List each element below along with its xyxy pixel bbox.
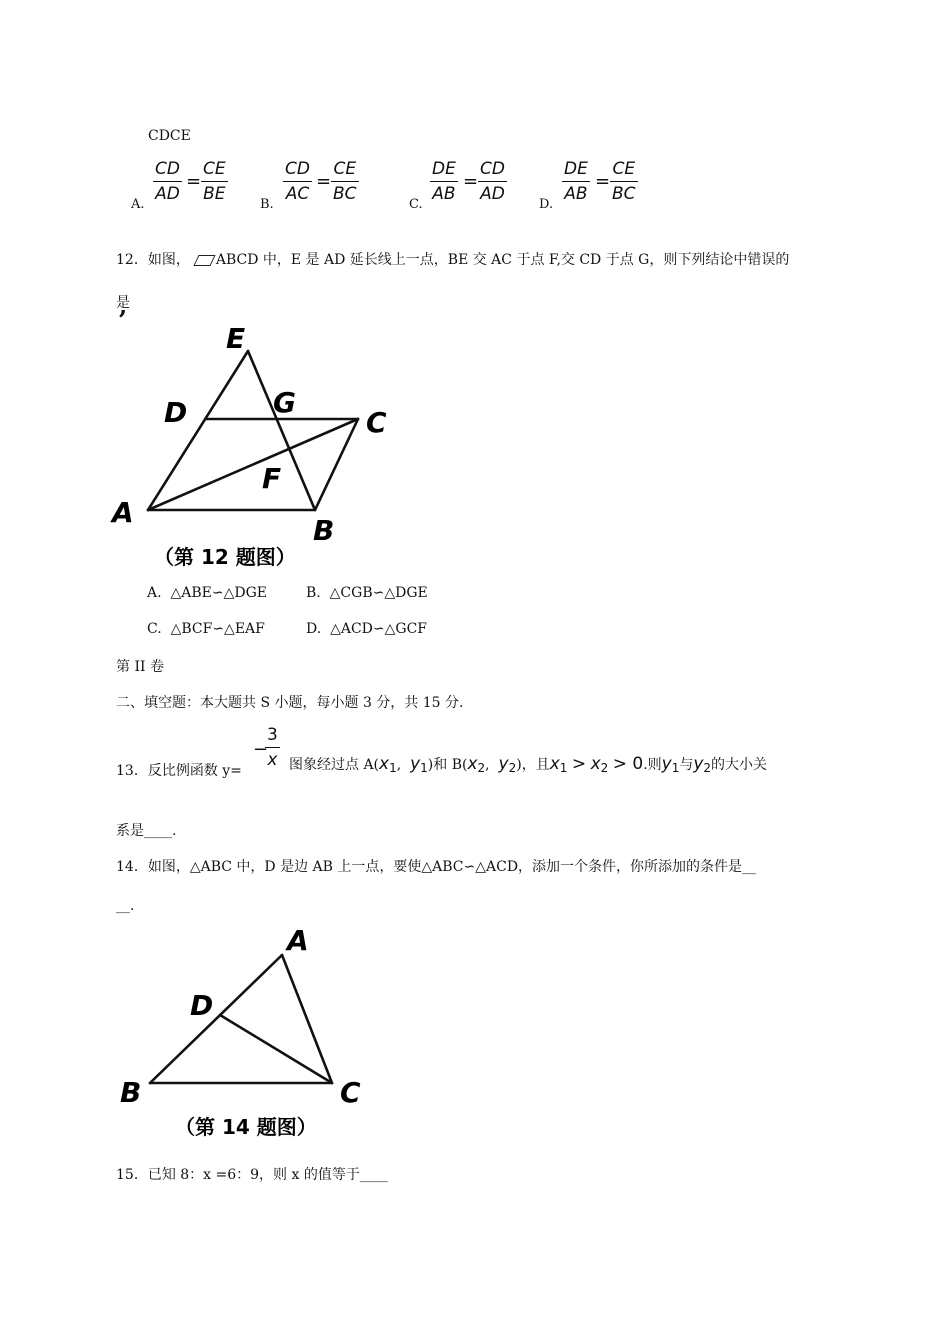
q11-option-a-label: A.	[131, 197, 145, 212]
line-AE	[148, 351, 248, 510]
label-A: A	[287, 924, 309, 957]
q15-stem: 15．已知 8：x =6：9，则 x 的值等于____	[116, 1167, 388, 1183]
q11-c-left-fraction: $\frac{DE}{AB}$	[432, 159, 456, 204]
section-part2-heading: 二、填空题：本大题共 S 小题，每小题 3 分，共 15 分.	[116, 695, 464, 711]
parallelogram-icon	[193, 255, 215, 266]
q14-figure	[110, 920, 380, 1145]
q11-c-equals: =	[463, 171, 479, 192]
line-DC	[220, 1015, 332, 1083]
line-AC	[282, 955, 332, 1083]
line-AC	[148, 419, 358, 510]
q11-stem-tail: CDCE	[148, 128, 191, 144]
q12-stem-line2: 是	[116, 295, 130, 311]
line-BC	[315, 419, 358, 510]
q13-fraction: $\frac{3}{x}$	[267, 725, 278, 770]
q12-stray-mark: ’	[118, 306, 128, 336]
q12-option-d: D. △ACD∽△GCF	[306, 621, 428, 637]
section-title: 第 II 卷	[116, 659, 164, 675]
q12-option-c: C. △BCF∽△EAF	[147, 621, 265, 637]
label-A: A	[112, 496, 134, 529]
q11-d-right-fraction: $\frac{CE}{BC}$	[612, 159, 636, 204]
label-F: F	[262, 462, 282, 495]
label-D: D	[164, 396, 188, 429]
label-E: E	[226, 322, 246, 355]
q11-b-equals: =	[316, 171, 332, 192]
q14-figure-caption: （第 14 题图）	[175, 1115, 317, 1139]
q11-a-left-fraction: $\frac{CD}{AD}$	[155, 159, 180, 204]
q11-a-right-fraction: $\frac{CE}{BE}$	[203, 159, 226, 204]
q12-figure-caption: （第 12 题图）	[154, 545, 296, 569]
q11-option-c-label: C.	[409, 197, 423, 212]
label-B: B	[313, 514, 335, 547]
q11-option-d-label: D.	[539, 197, 554, 212]
q11-option-b-label: B.	[260, 197, 274, 212]
q12-text: ABCD 中，E 是 AD 延长线上一点，BE 交 AC 于点 F,交 CD 于点 G，则下列结论中错误的	[215, 252, 790, 268]
line-EB	[248, 351, 315, 510]
q11-a-equals: =	[186, 171, 202, 192]
label-D: D	[190, 989, 214, 1022]
q13-prefix: 13．反比例函数 y=	[116, 763, 242, 779]
q12-option-b: B. △CGB∽△DGE	[306, 585, 428, 601]
q12-option-a: A. △ABE∽△DGE	[147, 585, 267, 601]
q11-d-left-fraction: $\frac{DE}{AB}$	[564, 159, 588, 204]
q11-c-right-fraction: $\frac{CD}{AD}$	[480, 159, 505, 204]
label-C: C	[340, 1076, 361, 1109]
q13-point-a: 图象经过点 A(x1, y1)和 B(x2, y2)，且x1 > x2 > 0.则y1与y2的大小关	[289, 754, 768, 775]
q11-b-left-fraction: $\frac{CD}{AC}$	[285, 159, 310, 204]
q12-stem	[116, 249, 789, 269]
q12-prefix: 12．如图，	[116, 252, 190, 268]
label-G: G	[273, 386, 296, 419]
q14-stem-line2: __.	[116, 898, 135, 914]
q13-minus: −	[253, 739, 269, 760]
label-C: C	[366, 406, 387, 439]
line-BA	[150, 955, 282, 1083]
label-B: B	[120, 1076, 142, 1109]
q12-figure	[108, 318, 408, 578]
q14-stem: 14．如图，△ABC 中，D 是边 AB 上一点，要使△ABC∽△ACD，添加一个条件，你所添加的条件是__	[116, 859, 757, 875]
q11-b-right-fraction: $\frac{CE}{BC}$	[333, 159, 357, 204]
q11-d-equals: =	[595, 171, 611, 192]
q13-line2: 系是____.	[116, 823, 177, 839]
